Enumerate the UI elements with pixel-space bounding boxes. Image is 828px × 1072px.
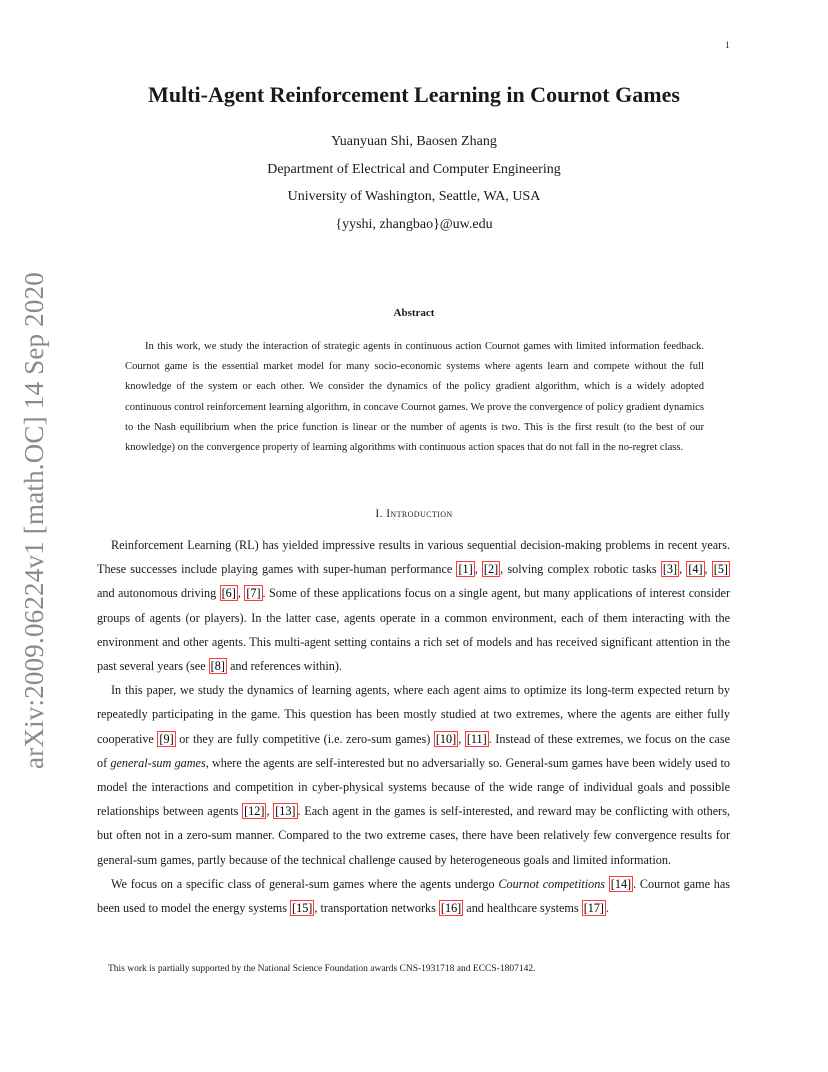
- author-department: Department of Electrical and Computer Engineering: [267, 161, 561, 177]
- text-run: . Cournot game has been used to model the energy systems: [97, 876, 731, 916]
- text-run: and references within).: [226, 659, 342, 674]
- citation-link[interactable]: [10]: [435, 731, 457, 746]
- text-run: ,: [679, 562, 687, 577]
- abstract-heading: Abstract: [393, 307, 435, 319]
- intro-paragraph-2: [97, 678, 730, 872]
- section-title: Introduction: [386, 508, 453, 520]
- citation-link[interactable]: [1]: [458, 562, 473, 577]
- page-number: 1: [725, 40, 730, 50]
- text-run: or they are fully competitive (i.e. zero-sum games): [175, 731, 434, 746]
- citation-link[interactable]: [13]: [275, 804, 296, 819]
- text-run: .: [606, 901, 610, 916]
- text-run: We focus on a specific class of general-sum games where the agents undergo: [111, 876, 499, 891]
- author-block: [0, 128, 828, 238]
- citation-link[interactable]: [17]: [583, 901, 604, 916]
- text-run: ,: [266, 804, 274, 819]
- author-names: Yuanyuan Shi, Baosen Zhang: [331, 134, 497, 149]
- text-run: . Each agent in the games is self-interested, and reward may be conflicting with others, but often not in a zero-sum manner. Compared to the two extreme cases, there have been relatively few convergence results for general-sum games, partly because of the technical challenge caused by heterogeneous goals and limited information.: [97, 804, 730, 867]
- text-run: , transportation networks: [314, 901, 439, 916]
- citation-link[interactable]: [8]: [210, 659, 225, 674]
- author-email: {yyshi, zhangbao}@uw.edu: [335, 216, 493, 232]
- footnote: This work is partially supported by the National Science Foundation awards CNS-1931718 and ECCS-1807142.: [108, 964, 536, 974]
- text-run: ,: [237, 586, 245, 601]
- citation-link[interactable]: [3]: [662, 562, 678, 577]
- arxiv-identifier-stamp: [20, 266, 48, 774]
- introduction-body: [97, 533, 730, 920]
- intro-paragraph-1: [97, 533, 730, 678]
- citation-link[interactable]: [7]: [246, 586, 261, 601]
- paper-title: Multi-Agent Reinforcement Learning in Cournot Games: [148, 82, 680, 107]
- citation-link[interactable]: [16]: [440, 901, 462, 916]
- text-run: and autonomous driving: [97, 586, 220, 601]
- citation-link[interactable]: [5]: [713, 562, 728, 577]
- text-run: ,: [458, 731, 465, 746]
- citation-link[interactable]: [9]: [159, 731, 174, 746]
- text-run: , solving complex robotic tasks: [500, 562, 661, 577]
- text-run: ,: [704, 562, 712, 577]
- emphasis-term: Cournot competitions: [498, 876, 606, 891]
- citation-link[interactable]: [11]: [466, 731, 487, 746]
- citation-link[interactable]: [6]: [221, 586, 236, 601]
- citation-link[interactable]: [2]: [483, 562, 499, 577]
- text-run: In this paper, we study the dynamics of learning agents, where each agent aims to optimize its long-term expected return by repeatedly participating in the game. This question has been mostly studied at two extremes, where the agents are either fully cooperative: [97, 683, 730, 746]
- text-run: and healthcare systems: [463, 901, 582, 916]
- abstract-body: In this work, we study the interaction of strategic agents in continuous action Cournot games with limited information feedback. Cournot game is the essential market model for many socio-economic systems where agents learn and compete without the full knowledge of the system or each other. We consider the dynamics of the policy gradient algorithm, which is a widely adopted continuous control reinforcement learning algorithm, in concave Cournot games. We prove the convergence of policy gradient dynamics to the Nash equilibrium when the price function is linear or the number of agents is two. This is the first result (to the best of our knowledge) on the convergence property of learning algorithms with continuous action spaces that do not fall in the no-regret class.: [125, 341, 704, 454]
- text-run: . Instead of these extremes, we focus on the case of: [97, 731, 730, 770]
- text-run: , where the agents are self-interested but no adversarially so. General-sum games have been widely used to model the interactions and competition in cyber-physical systems because of the wide range of individual goals and possible relationships between agents: [97, 755, 730, 819]
- citation-link[interactable]: [12]: [244, 804, 265, 819]
- arxiv-identifier-text: arXiv:2009.06224v1 [math.OC] 14 Sep 2020: [18, 271, 49, 769]
- author-university: University of Washington, Seattle, WA, USA: [287, 189, 541, 204]
- text-run: ,: [474, 562, 482, 577]
- citation-link[interactable]: [14]: [610, 876, 632, 891]
- text-run: . Some of these applications focus on a single agent, but many applications of interest consider groups of agents (or players). In the latter case, agents operate in a common environment, each of them interacting with the environment and other agents. This multi-agent setting contains a rich set of models and has received significant attention in the past several years (see: [97, 586, 731, 674]
- citation-link[interactable]: [15]: [292, 901, 313, 916]
- section-number: I.: [375, 508, 383, 520]
- citation-link[interactable]: [4]: [688, 562, 703, 577]
- emphasis-term: general-sum games: [110, 755, 206, 770]
- text-run: Reinforcement Learning (RL) has yielded impressive results in various sequential decision-making problems in recent years. These successes include playing games with super-human performance: [97, 538, 730, 577]
- intro-paragraph-3: [97, 872, 730, 920]
- section-heading-introduction: [0, 508, 828, 520]
